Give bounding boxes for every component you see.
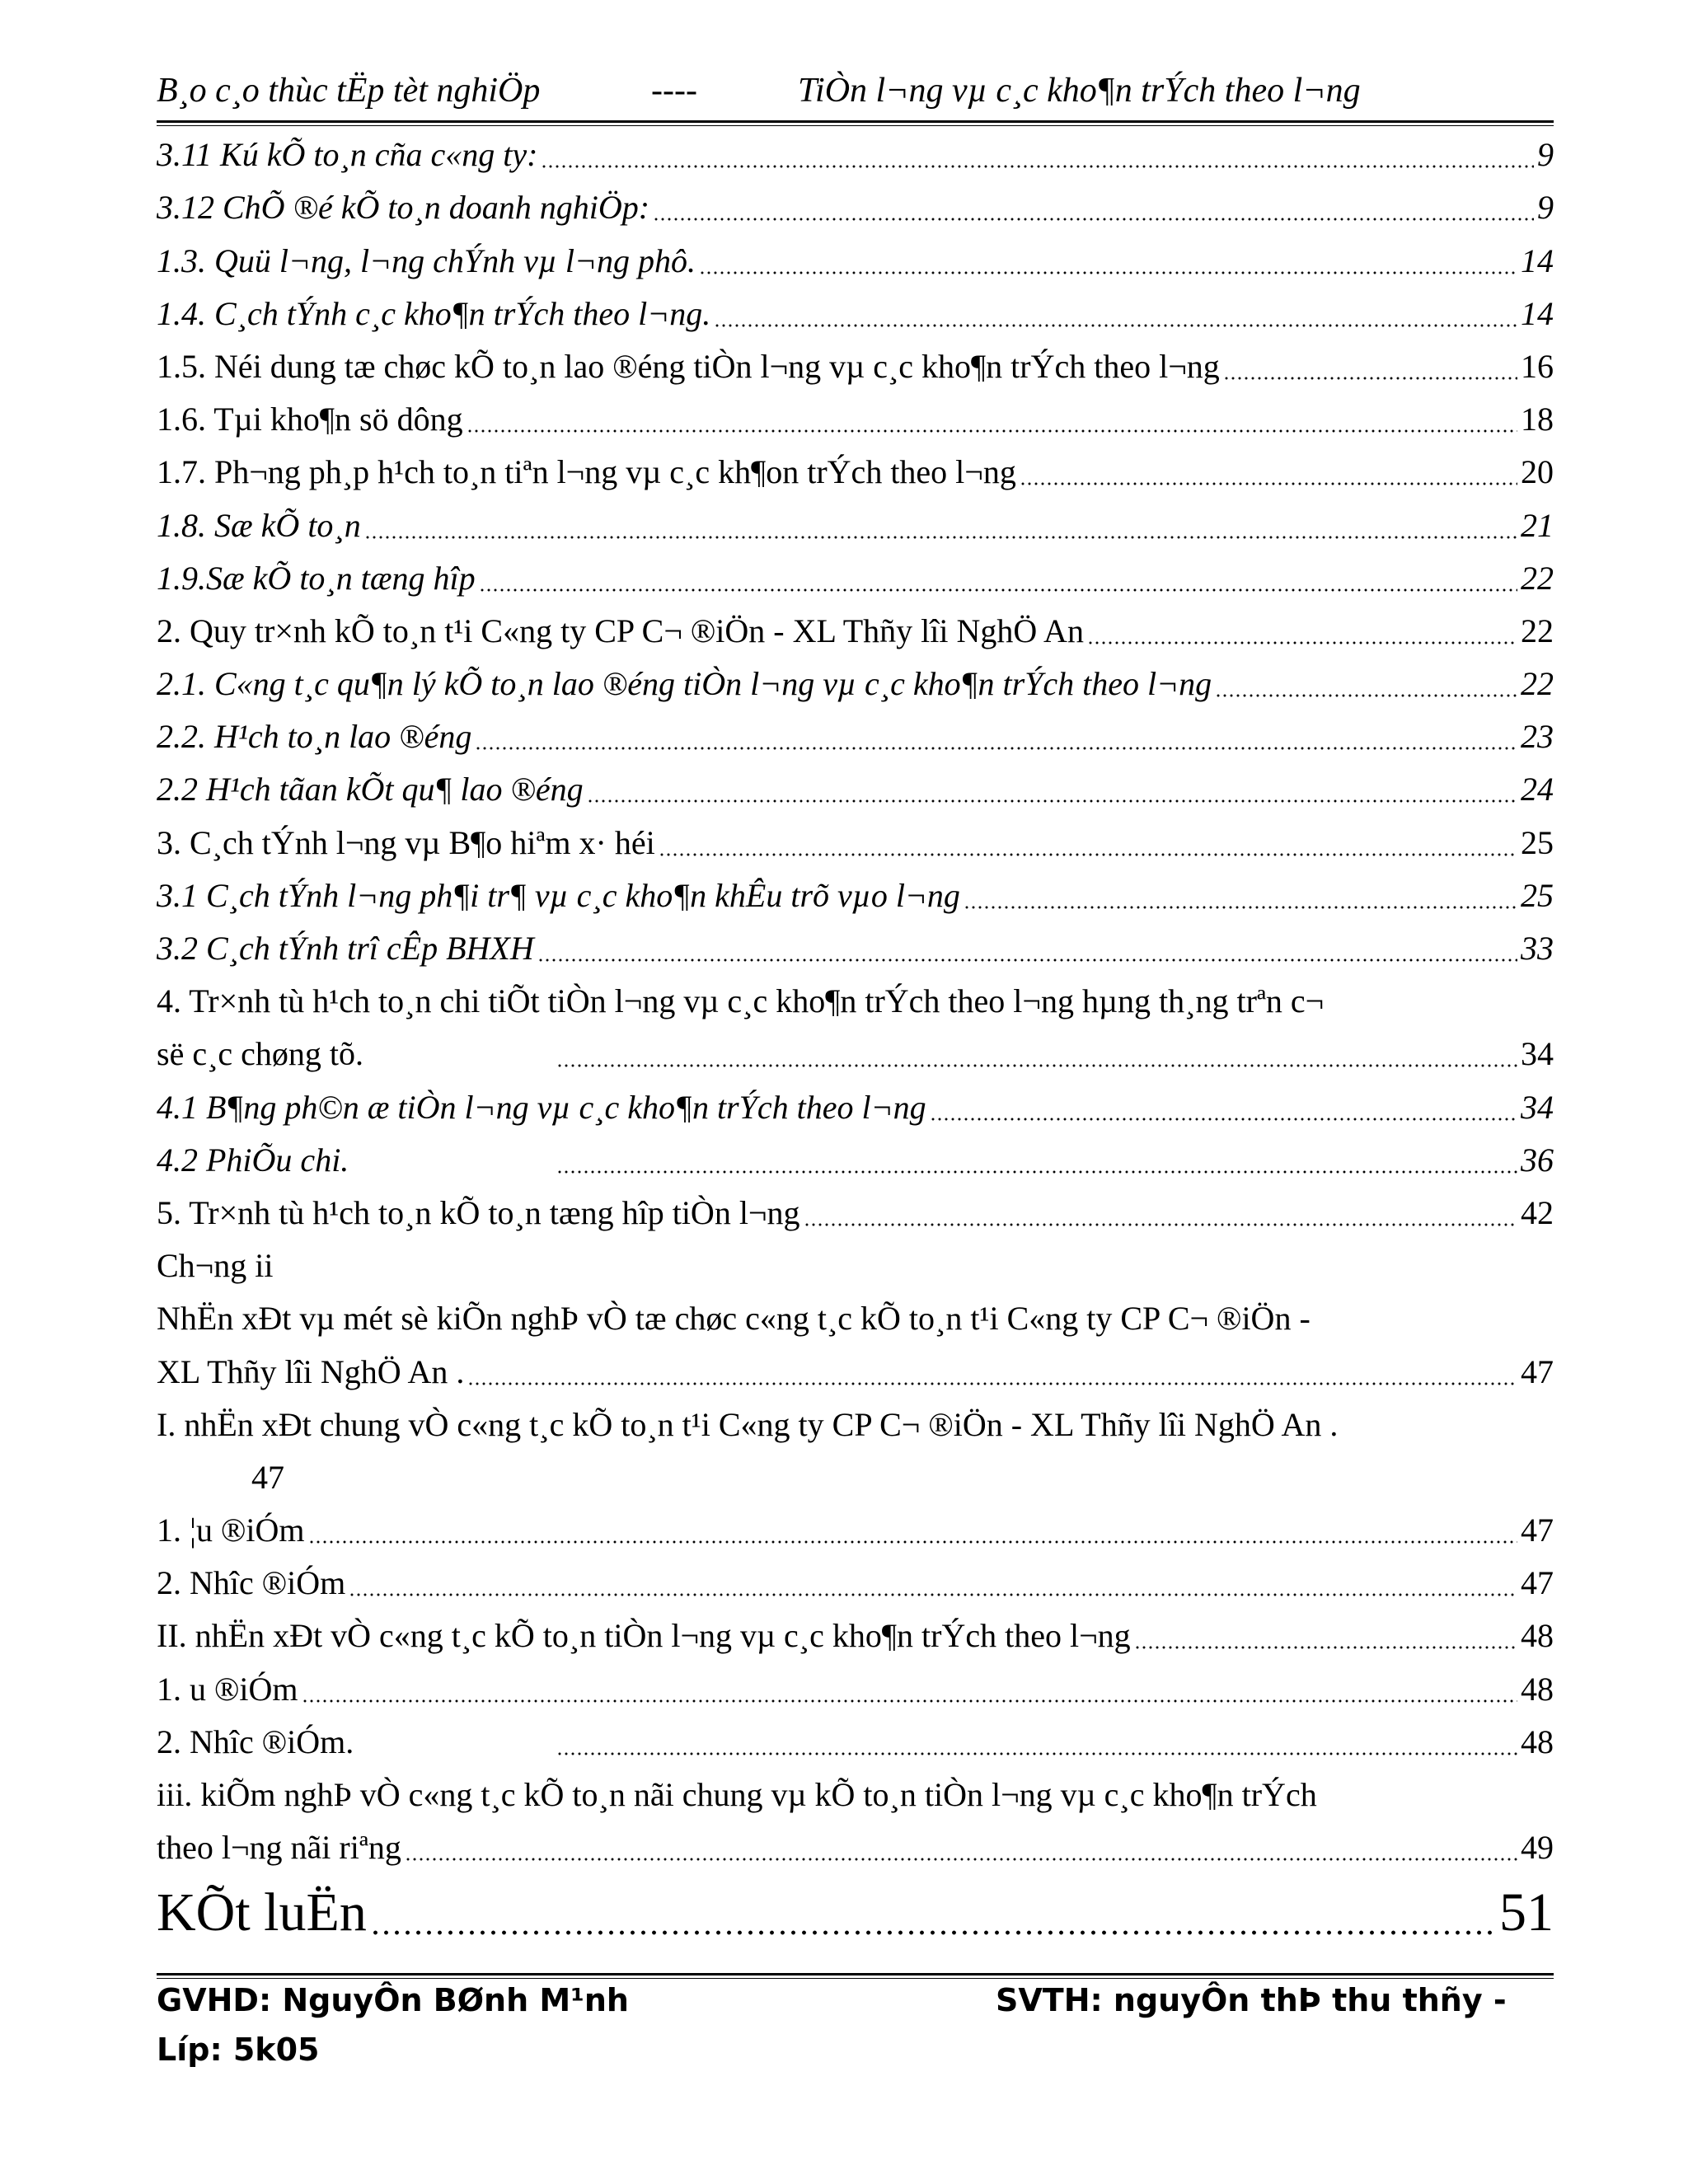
toc-dot-leader xyxy=(1215,694,1517,697)
toc-dot-leader xyxy=(537,958,1517,962)
toc-dot-leader xyxy=(714,324,1517,327)
toc-entry-title: XL Thñy lîi NghÖ An . xyxy=(157,1352,465,1390)
toc-entry-title: 2. Nhîc ®iÓm. xyxy=(157,1722,354,1760)
toc-entry-title: KÕt luËn xyxy=(157,1882,367,1943)
toc-entry-page-number: 14 xyxy=(1521,241,1554,279)
toc-entry xyxy=(157,1024,1554,1077)
toc-entry-page-number: 48 xyxy=(1521,1722,1554,1760)
toc-entry-title: Ch¬ng ii xyxy=(157,1247,274,1285)
toc-entry xyxy=(157,125,1554,178)
toc-entry-title: 2.2 H¹ch tãan kÕt qu¶ lao ®éng xyxy=(157,771,584,808)
toc-entry-page-number: 51 xyxy=(1499,1882,1554,1943)
toc-entry-page-number: 14 xyxy=(1521,294,1554,332)
toc-entry xyxy=(157,1713,1554,1765)
toc-dot-leader xyxy=(308,1540,1517,1544)
toc-entry-title: 4.2 PhiÕu chi. xyxy=(157,1141,349,1179)
toc-dot-leader xyxy=(541,165,1534,168)
toc-entry-page-number: 47 xyxy=(251,1458,284,1496)
toc-entry-title: 1.7. Ph¬ng ph¸p h¹ch to¸n tiªn l¬ng vµ c¸c kh¶on trÝch theo l¬ng xyxy=(157,453,1016,491)
toc-dot-leader xyxy=(659,853,1517,856)
toc-dot-leader xyxy=(475,747,1517,750)
toc-entry xyxy=(157,337,1554,390)
footer-teacher: GVHD: NguyÔn BØnh M¹nh xyxy=(157,1982,629,2018)
toc-entry-title: 1. u ®iÓm xyxy=(157,1670,298,1708)
toc-entry-title: 3. C¸ch tÝnh l¬ng vµ B¶o hiªm x· héi xyxy=(157,823,655,861)
toc-entry-page-number: 47 xyxy=(1521,1511,1554,1549)
toc-dot-leader xyxy=(349,1593,1517,1596)
toc-entry xyxy=(157,813,1554,865)
toc-dot-leader xyxy=(467,1382,1517,1385)
toc-entry xyxy=(157,1554,1554,1606)
toc-dot-leader xyxy=(1134,1646,1517,1649)
toc-entry-title: 1.4. C¸ch tÝnh c¸c kho¶n trÝch theo l¬ng. xyxy=(157,294,711,332)
toc-entry-page-number: 48 xyxy=(1521,1617,1554,1655)
toc-dot-leader xyxy=(930,1118,1517,1121)
toc-dot-leader xyxy=(1223,377,1517,380)
toc-dot-leader xyxy=(370,1930,1496,1935)
toc-entry-page-number: 22 xyxy=(1521,612,1554,649)
toc-entry xyxy=(157,1765,1554,1818)
toc-entry-page-number: 22 xyxy=(1521,665,1554,703)
toc-entry xyxy=(157,1659,1554,1712)
toc-dot-leader xyxy=(1020,482,1517,485)
toc-entry xyxy=(157,760,1554,813)
toc-entry-title: 1. ¦u ®iÓm xyxy=(157,1511,305,1549)
toc-entry-page-number: 22 xyxy=(1521,559,1554,597)
toc-entry xyxy=(157,495,1554,548)
toc-entry xyxy=(157,866,1554,919)
toc-entry-page-number: 47 xyxy=(1521,1352,1554,1390)
toc-entry-title: 3.2 C¸ch tÝnh trî cÊp BHXH xyxy=(157,930,534,967)
toc-dot-leader xyxy=(699,271,1517,274)
toc-entry-page-number: 24 xyxy=(1521,771,1554,808)
toc-entry xyxy=(157,549,1554,602)
toc-entry xyxy=(157,1342,1554,1394)
toc-entry-title: 2. Nhîc ®iÓm xyxy=(157,1564,346,1602)
toc-entry-page-number: 16 xyxy=(1521,347,1554,385)
toc-entry xyxy=(157,390,1554,443)
footer-rule-thin xyxy=(157,1978,1554,1979)
toc-entry-page-number: 47 xyxy=(1521,1564,1554,1602)
toc-dot-leader xyxy=(1087,641,1517,644)
toc-entry-title: 3.1 C¸ch tÝnh l¬ng ph¶i tr¶ vµ c¸c kho¶n khÊu trõ vµo l¬ng xyxy=(157,876,960,914)
toc-entry-page-number: 9 xyxy=(1537,136,1554,174)
toc-entry-title: 2. Quy tr×nh kÕ to¸n t¹i C«ng ty CP C¬ ®iÖn - XL Thñy lîi NghÖ An xyxy=(157,612,1084,649)
toc-entry xyxy=(157,602,1554,654)
toc-entry xyxy=(157,1395,1554,1448)
toc-entry-title: 1.8. Sæ kÕ to¸n xyxy=(157,506,361,544)
toc-entry-page-number: 20 xyxy=(1521,453,1554,491)
toc-entry-page-number: 34 xyxy=(1521,1088,1554,1126)
toc-entry xyxy=(157,1871,1554,1945)
toc-entry-title: 1.6. Tµi kho¶n sö dông xyxy=(157,401,463,438)
toc-entry-title: 1.3. Quü l¬ng, l¬ng chÝnh vµ l¬ng phô. xyxy=(157,241,696,279)
toc-entry-page-number: 18 xyxy=(1521,401,1554,438)
toc-entry xyxy=(157,178,1554,231)
toc-dot-leader xyxy=(364,536,1517,539)
footer-class: Líp: 5k05 xyxy=(157,2032,320,2068)
toc-entry-title: 2.2. H¹ch to¸n lao ®éng xyxy=(157,718,472,756)
toc-entry-title: së c¸c chøng tõ. xyxy=(157,1035,364,1073)
table-of-contents xyxy=(157,125,1554,1945)
toc-entry-title: 2.1. C«ng t¸c qu¶n lý kÕ to¸n lao ®éng tiÒn l¬ng vµ c¸c kho¶n trÝch theo l¬ng xyxy=(157,665,1212,703)
toc-entry xyxy=(157,1289,1554,1342)
toc-entry xyxy=(157,1131,1554,1183)
toc-entry-title: 3.12 ChÕ ®é kÕ to¸n doanh nghiÖp: xyxy=(157,189,650,227)
toc-entry-page-number: 23 xyxy=(1521,718,1554,756)
toc-entry-title: theo l¬ng nãi riªng xyxy=(157,1829,401,1867)
toc-entry xyxy=(157,1606,1554,1659)
footer-rule xyxy=(157,1973,1554,1975)
header-separator: ---- xyxy=(651,72,697,110)
toc-entry-page-number: 9 xyxy=(1537,189,1554,227)
toc-dot-leader xyxy=(556,1170,1517,1174)
toc-dot-leader xyxy=(964,906,1517,909)
toc-dot-leader xyxy=(405,1858,1517,1861)
toc-entry-title: 3.11 Kú kÕ to¸n cña c«ng ty: xyxy=(157,136,538,174)
toc-dot-leader xyxy=(556,1064,1517,1067)
toc-entry-page-number: 48 xyxy=(1521,1670,1554,1708)
toc-entry xyxy=(157,1077,1554,1130)
toc-entry xyxy=(157,284,1554,337)
toc-entry xyxy=(157,1818,1554,1871)
toc-entry-page-number: 25 xyxy=(1521,876,1554,914)
toc-entry xyxy=(157,972,1554,1024)
header-rule xyxy=(157,120,1554,123)
toc-entry xyxy=(157,654,1554,707)
toc-entry-title: NhËn xÐt vµ mét sè kiÕn nghÞ vÒ tæ chøc c«ng t¸c kÕ to¸n t¹i C«ng ty CP C¬ ®iÖn - xyxy=(157,1300,1311,1338)
toc-entry xyxy=(157,1236,1554,1289)
toc-entry-title: 1.9.Sæ kÕ to¸n tæng hîp xyxy=(157,559,476,597)
header-report-title: B¸o c¸o thùc tËp tèt nghiÖp xyxy=(157,72,541,110)
toc-entry xyxy=(157,1448,1554,1501)
toc-entry xyxy=(157,1501,1554,1554)
toc-entry-title: 5. Tr×nh tù h¹ch to¸n kÕ to¸n tæng hîp tiÒn l¬ng xyxy=(157,1193,800,1231)
toc-dot-leader xyxy=(587,799,1517,803)
toc-dot-leader xyxy=(804,1223,1517,1226)
toc-entry-page-number: 49 xyxy=(1521,1829,1554,1867)
toc-entry xyxy=(157,707,1554,760)
toc-entry xyxy=(157,443,1554,495)
footer-student: SVTH: nguyÔn thÞ thu thñy - xyxy=(996,1982,1507,2018)
toc-entry-page-number: 21 xyxy=(1521,506,1554,544)
toc-entry-page-number: 33 xyxy=(1521,930,1554,967)
toc-dot-leader xyxy=(653,218,1534,221)
toc-entry-title: I. nhËn xÐt chung vÒ c«ng t¸c kÕ to¸n t¹i C«ng ty CP C¬ ®iÖn - XL Thñy lîi NghÖ An . xyxy=(157,1405,1339,1443)
toc-entry xyxy=(157,1183,1554,1236)
toc-entry-title: II. nhËn xÐt vÒ c«ng t¸c kÕ to¸n tiÒn l¬ng vµ c¸c kho¶n trÝch theo l¬ng xyxy=(157,1617,1131,1655)
toc-entry-page-number: 36 xyxy=(1521,1141,1554,1179)
toc-dot-leader xyxy=(302,1699,1517,1703)
toc-dot-leader xyxy=(479,588,1517,592)
toc-entry xyxy=(157,231,1554,284)
toc-entry-page-number: 42 xyxy=(1521,1193,1554,1231)
toc-entry xyxy=(157,919,1554,972)
toc-entry-title: 4.1 B¶ng ph©n æ tiÒn l¬ng vµ c¸c kho¶n trÝch theo l¬ng xyxy=(157,1088,926,1126)
toc-entry-page-number: 25 xyxy=(1521,823,1554,861)
toc-entry-title: iii. kiÕm nghÞ vÒ c«ng t¸c kÕ to¸n nãi chung vµ kÕ to¸n tiÒn l¬ng vµ c¸c kho¶n trÝch xyxy=(157,1776,1317,1813)
toc-entry-page-number: 34 xyxy=(1521,1035,1554,1073)
toc-dot-leader xyxy=(556,1752,1517,1755)
header-topic-title: TiÒn l¬ng vµ c¸c kho¶n trÝch theo l¬ng xyxy=(798,72,1361,110)
page-header xyxy=(157,71,1554,120)
toc-entry-title: 4. Tr×nh tù h¹ch to¸n chi tiÕt tiÒn l¬ng vµ c¸c kho¶n trÝch theo l¬ng hµng th¸ng trªn c¬ xyxy=(157,982,1325,1020)
toc-dot-leader xyxy=(467,429,1517,433)
toc-entry-title: 1.5. Néi dung tæ chøc kÕ to¸n lao ®éng tiÒn l¬ng vµ c¸c kho¶n trÝch theo l¬ng xyxy=(157,347,1220,385)
